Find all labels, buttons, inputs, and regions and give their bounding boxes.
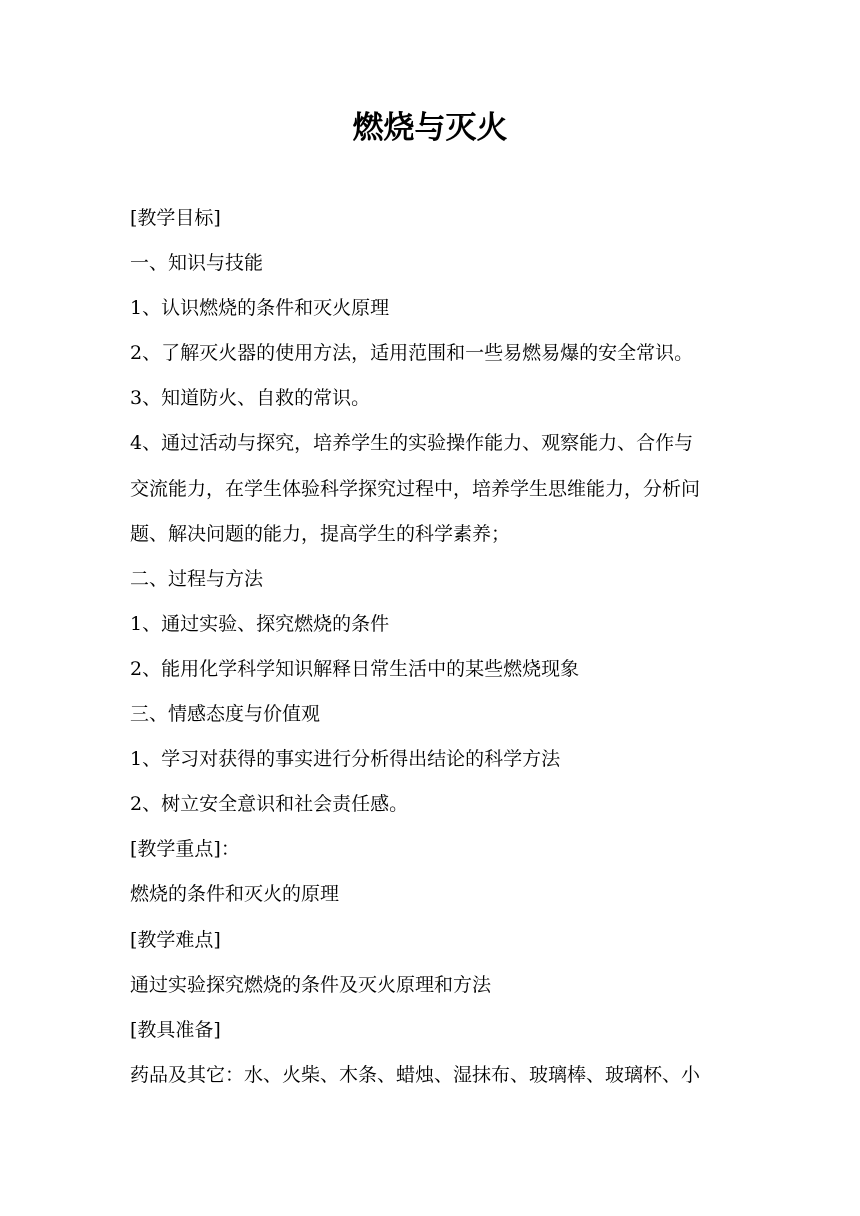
list-item: 3、知道防火、自救的常识。 xyxy=(130,387,371,410)
paragraph: 燃烧的条件和灭火的原理 xyxy=(130,883,340,906)
document-title: 燃烧与灭火 xyxy=(352,110,508,146)
list-item: 1、认识燃烧的条件和灭火原理 xyxy=(130,297,390,320)
paragraph: 通过实验探究燃烧的条件及灭火原理和方法 xyxy=(130,973,492,996)
section-heading-difficulties: [教学难点] xyxy=(130,928,221,951)
section-heading-materials: [教具准备] xyxy=(130,1018,221,1041)
section-heading-key-points: [教学重点]： xyxy=(130,838,240,861)
subsection-heading: 三、情感态度与价值观 xyxy=(130,703,321,726)
list-item-continuation: 交流能力，在学生体验科学探究过程中，培养学生思维能力，分析问 xyxy=(130,477,701,500)
document-body xyxy=(130,196,740,1098)
list-item: 1、通过实验、探究燃烧的条件 xyxy=(130,612,390,635)
list-item: 1、学习对获得的事实进行分析得出结论的科学方法 xyxy=(130,748,561,771)
section-heading-objectives: [教学目标] xyxy=(130,207,221,229)
paragraph: 药品及其它：水、火柴、木条、蜡烛、湿抹布、玻璃棒、玻璃杯、小 xyxy=(130,1063,701,1086)
list-item: 2、能用化学科学知识解释日常生活中的某些燃烧现象 xyxy=(130,657,580,680)
subsection-heading: 一、知识与技能 xyxy=(130,252,264,275)
list-item: 2、树立安全意识和社会责任感。 xyxy=(130,793,409,816)
list-item-continuation: 题、解决问题的能力，提高学生的科学素养； xyxy=(130,522,511,545)
list-item: 4、通过活动与探究，培养学生的实验操作能力、观察能力、合作与 xyxy=(130,432,694,455)
subsection-heading: 二、过程与方法 xyxy=(130,567,264,590)
list-item: 2、了解灭火器的使用方法，适用范围和一些易燃易爆的安全常识。 xyxy=(130,342,694,365)
